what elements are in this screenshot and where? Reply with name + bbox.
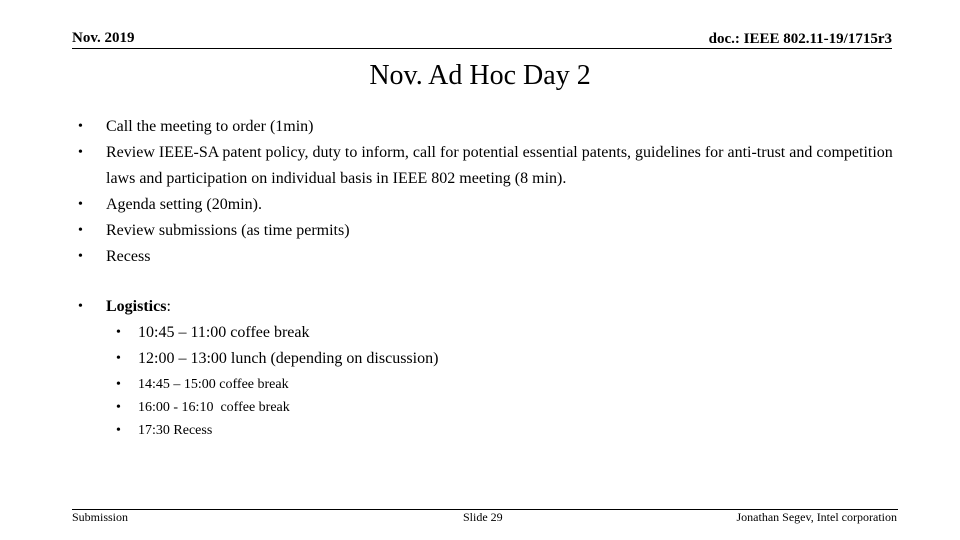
bullet-icon: • [116,325,121,340]
agenda-item-text: Call the meeting to order (1min) [106,118,314,135]
agenda-item [70,140,900,192]
header-divider [72,48,892,49]
bullet-icon: • [78,145,83,160]
logistics-item [70,294,900,320]
bullet-icon: • [116,423,121,438]
agenda-item [70,114,900,140]
logistics-subitem [70,346,900,372]
agenda-item [70,218,900,244]
agenda-item-text: Review submissions (as time permits) [106,222,350,239]
logistics-subitem-text: 16:00 - 16:10 coffee break [138,400,290,415]
footer-author: Jonathan Segev, Intel corporation [736,510,897,524]
agenda-item [70,244,900,270]
bullet-icon: • [78,197,83,212]
logistics-subitem [70,320,900,346]
header-date: Nov. 2019 [72,30,135,46]
logistics-subitem [70,373,900,396]
logistics-subitem-text: 17:30 Recess [138,423,213,438]
bullet-icon: • [78,119,83,134]
agenda-item-text: Review IEEE-SA patent policy, duty to inform, call for potential essential patents, guidelines for anti-trust and competition laws and participation on individual basis in IEEE 802 meeting (8 min). [106,144,893,187]
header-doc-id: doc.: IEEE 802.11-19/1715r3 [708,31,892,47]
slide-body [70,114,900,442]
spacer [70,270,900,294]
agenda-item [70,192,900,218]
bullet-icon: • [78,223,83,238]
bullet-icon: • [78,249,83,264]
bullet-icon: • [78,299,83,314]
slide-title: Nov. Ad Hoc Day 2 [369,60,591,91]
logistics-subitem-text: 10:45 – 11:00 coffee break [138,324,310,341]
bullet-icon: • [116,400,121,415]
bullet-icon: • [116,351,121,366]
logistics-colon: : [166,298,171,315]
agenda-item-text: Agenda setting (20min). [106,196,262,213]
logistics-subitem-text: 14:45 – 15:00 coffee break [138,377,289,392]
logistics-subitem [70,419,900,442]
bullet-icon: • [116,377,121,392]
logistics-label: Logistics [106,298,167,315]
agenda-item-text: Recess [106,248,151,265]
footer-slide-number: Slide 29 [463,510,503,524]
footer-submission: Submission [72,510,129,524]
logistics-subitem [70,396,900,419]
logistics-subitem-text: 12:00 – 13:00 lunch (depending on discussion) [138,350,439,367]
